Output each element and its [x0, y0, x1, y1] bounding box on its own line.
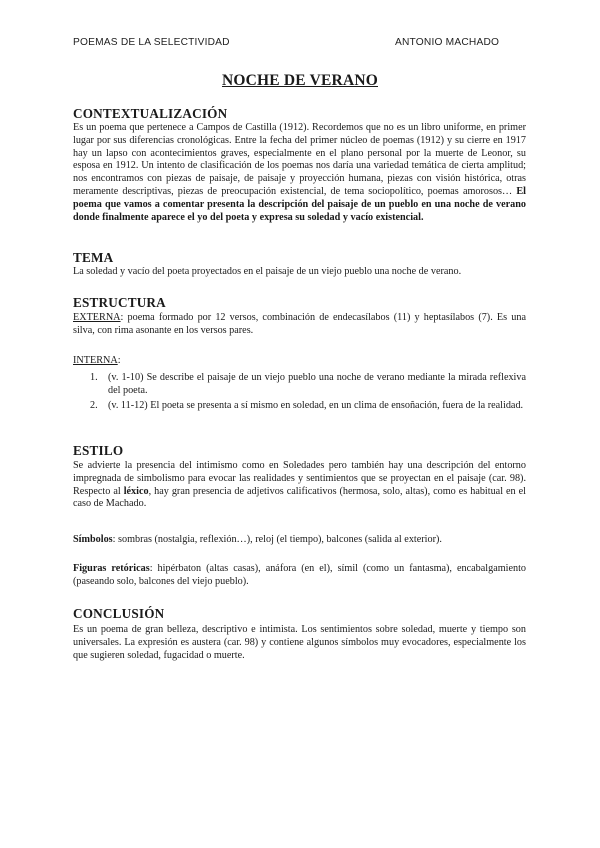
list-item — [73, 400, 526, 413]
list-item-text: (v. 1-10) Se describe el paisaje de un viejo pueblo una noche de verano mediante la mirada reflexiva del poeta. — [108, 372, 526, 396]
simbolos-label: Símbolos — [73, 534, 113, 545]
contexto-bold-text: El poema que vamos a comentar presenta la descripción del paisaje de un pueblo en una noche de verano donde finalmente aparece el yo del poeta y expresa su soledad y vacío existencial. — [73, 185, 527, 223]
list-item — [73, 372, 526, 398]
estructura-externa — [73, 312, 526, 338]
interna-label: INTERNA — [73, 355, 118, 366]
externa-text: : poema formado por 12 versos, combinación de endecasílabos (11) y heptasílabos (7). Es una silva, con rima asonante en los versos pares. — [73, 312, 526, 336]
heading-estilo: ESTILO — [73, 443, 124, 458]
list-item-text: (v. 11-12) El poeta se presenta a sí mismo en soledad, en un clima de ensoñación, fuera de la realidad. — [108, 399, 524, 411]
figuras-label: Figuras retóricas — [73, 563, 150, 574]
list-item-number: 2. — [90, 399, 98, 411]
estructura-interna-label — [73, 355, 526, 368]
interna-colon: : — [117, 355, 121, 366]
estilo-lexico: léxico — [123, 485, 149, 497]
externa-label: EXTERNA — [73, 312, 121, 323]
header-left: POEMAS DE LA SELECTIVIDAD — [73, 37, 230, 48]
interna-list — [73, 372, 526, 412]
estilo-paragraph — [73, 460, 526, 511]
estilo-text-a: Se advierte la presencia del intimismo como en Soledades pero también hay una descripción del entorno impregnada de simbolismo para evocar las realidades y sentimientos que se proyectan en el paisaje (car. 98). Respecto al — [73, 460, 526, 497]
simbolos-text: : sombras (nostalgia, reflexión…), reloj (el tiempo), balcones (salida al exterior). — [112, 534, 442, 545]
estilo-text-b: , hay gran presencia de adjetivos calificativos (hermosa, solo, altas), como es habitual en el caso de Machado. — [73, 485, 526, 510]
heading-contextualizacion: CONTEXTUALIZACIÓN — [73, 106, 228, 121]
heading-estructura: ESTRUCTURA — [73, 295, 166, 310]
conclusion-text: Es un poema de gran belleza, descriptivo e intimista. Los sentimientos sobre soledad, muerte y tiempo son universales. La expresión es austera (car. 98) y contiene algunos símbolos muy evocadores, especialmente los que sugieren soledad, fugacidad o muerte. — [73, 624, 526, 661]
header-right: ANTONIO MACHADO — [395, 37, 500, 48]
contexto-paragraph — [73, 122, 526, 224]
page-title: NOCHE DE VERANO — [221, 72, 378, 89]
heading-conclusion: CONCLUSIÓN — [73, 606, 165, 621]
list-item-number: 1. — [90, 372, 98, 383]
figuras-paragraph — [73, 563, 526, 589]
tema-text: La soledad y vacío del poeta proyectados en el paisaje de un viejo pueblo una noche de verano. — [73, 266, 462, 277]
simbolos-paragraph — [73, 534, 526, 547]
figuras-text: : hipérbaton (altas casas), anáfora (en el), símil (como un fantasma), encabalgamiento (paseando solo, balcones del viejo pueblo). — [73, 563, 527, 587]
contexto-text: Es un poema que pertenece a Campos de Castilla (1912). Recordemos que no es un libro uniforme, en primer lugar por sus diferencias cronológicas. Entre la fecha del primer núcleo de poemas (1912) y su cierre en 1917 hay un lapso con acontecimientos graves, especialmente en el plano personal por la muerte de Leonor, su esposa en 1912. Un intento de clasificación de los poemas nos daría una variedad temática de cierta amplitud; nos encontramos con piezas de paisaje, de paisaje y proyección humana, piezas con visión histórica, otras meramente descriptivas, piezas de preocupación existencial, de tema sociopolítico, poemas amorosos… — [73, 122, 526, 197]
heading-tema: TEMA — [73, 250, 114, 265]
